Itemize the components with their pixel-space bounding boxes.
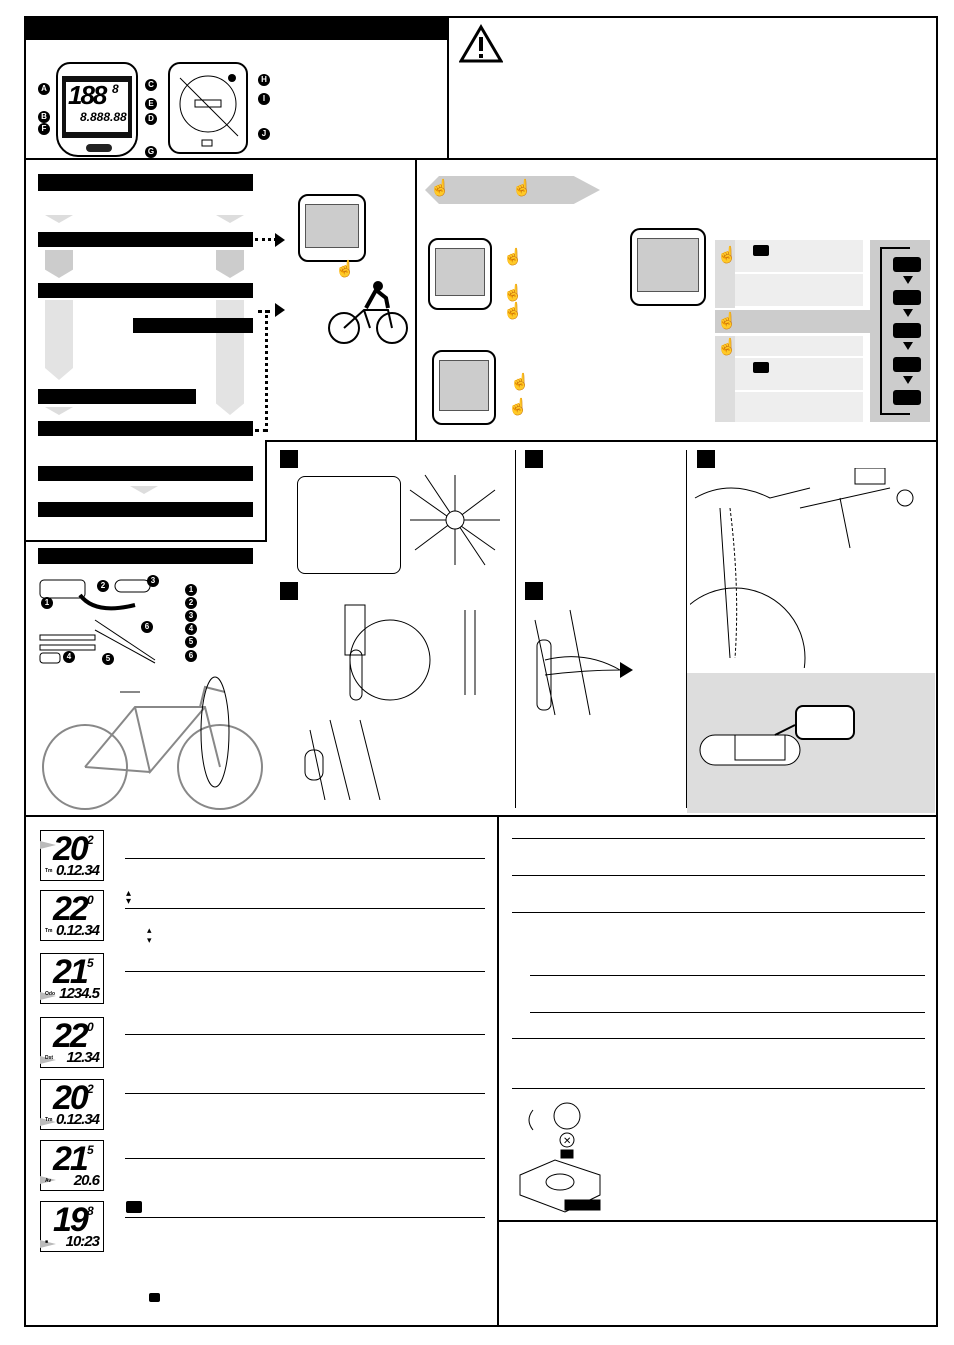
- press-hand-icon: ☝: [503, 285, 523, 302]
- divider: [26, 540, 267, 542]
- divider: [265, 440, 938, 442]
- press-hand-icon: ☝: [335, 261, 355, 278]
- computer-front-diagram: [56, 62, 138, 157]
- parts-item-2: 2: [185, 597, 197, 609]
- step-marker: [280, 582, 298, 600]
- display-average-speed: 21 5 Av 20.6: [40, 1140, 104, 1191]
- label-b: B: [38, 111, 50, 123]
- computer-illustration: [630, 228, 706, 306]
- press-hand-icon: ☝: [510, 374, 530, 391]
- flow-step-bar: [38, 174, 253, 191]
- clock-icon: [126, 1201, 142, 1213]
- magnet-detail-inset: [297, 476, 401, 574]
- label-a: A: [38, 83, 50, 95]
- label-d: D: [145, 113, 157, 125]
- flow-step-bar: [38, 283, 253, 298]
- display-trip-distance: 22 0 Dst 12.34: [40, 1017, 104, 1068]
- step-marker: [525, 582, 543, 600]
- part-label-5: 5: [102, 653, 114, 665]
- label-g: G: [145, 146, 157, 158]
- part-label-1: 1: [41, 597, 53, 609]
- step-marker: [280, 450, 298, 468]
- flow-step-bar: [38, 232, 253, 247]
- display-clock: 19 8 ■ 10:23: [40, 1201, 104, 1252]
- mode-button-hold-icon: ☝: [512, 180, 532, 197]
- label-f: F: [38, 123, 50, 135]
- divider: [415, 158, 938, 160]
- lcd-main: 188: [68, 80, 106, 110]
- press-hand-icon: ☝: [717, 313, 737, 330]
- mode-button: [86, 144, 112, 152]
- bicycle-illustration: [40, 672, 268, 812]
- computer-illustration: [298, 194, 366, 262]
- clock-mode: [893, 290, 921, 305]
- parts-list-header: [38, 548, 253, 564]
- part-label-3: 3: [147, 575, 159, 587]
- label-c: C: [145, 79, 157, 91]
- parts-item-1: 1: [185, 584, 197, 596]
- label-h: H: [258, 74, 270, 86]
- clock-icon: [753, 245, 769, 256]
- flow-step-bar: [38, 389, 196, 404]
- label-e: E: [145, 98, 157, 110]
- bike-front-illustration: [690, 468, 935, 668]
- divider: [497, 1220, 938, 1222]
- part-label-6: 6: [141, 621, 153, 633]
- divider: [415, 158, 417, 442]
- press-hand-icon: ☝: [508, 399, 528, 416]
- display-elapsed-time: 20 2 Tm 0.12.34: [40, 1079, 104, 1130]
- divider: [497, 815, 499, 1326]
- clock-icon: [149, 1293, 160, 1302]
- press-hand-icon: ☝: [503, 249, 523, 266]
- flow-step-bar: [133, 318, 253, 333]
- wheel-illustration: [405, 470, 500, 570]
- computer-illustration: [432, 350, 496, 425]
- battery-replacement-illustration: [515, 1100, 605, 1215]
- parts-item-6: 6: [185, 650, 197, 662]
- hold-hand-icon: ☝: [503, 303, 523, 320]
- divider: [265, 440, 267, 542]
- display-odometer: 21 5 Odo 1234.5: [40, 953, 104, 1004]
- lcd-sub: 8.888.88: [80, 110, 127, 124]
- press-hand-icon: ☝: [717, 247, 737, 264]
- sensor-illustration: [300, 600, 510, 800]
- flow-step-bar: [38, 466, 253, 481]
- warning-section: [449, 18, 937, 158]
- display-trip-time: 20 2 Tm 0.12.34: [40, 830, 104, 881]
- display-speed-compare: 22 0 Tm 0.12.34: [40, 890, 104, 941]
- bracket-illustration: [695, 715, 805, 810]
- divider: [26, 158, 448, 160]
- title-bar: [26, 18, 447, 40]
- lcd-sup: 8: [112, 82, 119, 96]
- label-j: J: [258, 128, 270, 140]
- step-marker: [697, 450, 715, 468]
- svg-text:✕: ✕: [563, 1136, 572, 1147]
- cyclist-illustration: [326, 280, 411, 345]
- parts-item-3: 3: [185, 610, 197, 622]
- flow-step-bar: [38, 421, 253, 436]
- part-label-4: 4: [63, 651, 75, 663]
- divider: [515, 450, 516, 808]
- clock-icon: [753, 362, 769, 373]
- hold-hand-icon: ☝: [717, 339, 737, 356]
- zip-tie-illustration: [525, 600, 645, 720]
- divider: [26, 815, 938, 817]
- flow-step-bar: [38, 502, 253, 517]
- pace-arrow-icon: ▴ ▾: [147, 925, 152, 945]
- pace-arrow-icon: ▴ ▾: [126, 888, 132, 907]
- computer-illustration: [428, 238, 492, 310]
- dotted-arrow: [255, 238, 277, 241]
- part-label-2: 2: [97, 580, 109, 592]
- step-marker: [525, 450, 543, 468]
- warning-icon: [459, 24, 503, 64]
- parts-item-5: 5: [185, 636, 197, 648]
- computer-back-diagram: [168, 62, 248, 154]
- parts-item-4: 4: [185, 623, 197, 635]
- label-i: I: [258, 93, 270, 105]
- mode-button-icon: ☝: [430, 180, 450, 197]
